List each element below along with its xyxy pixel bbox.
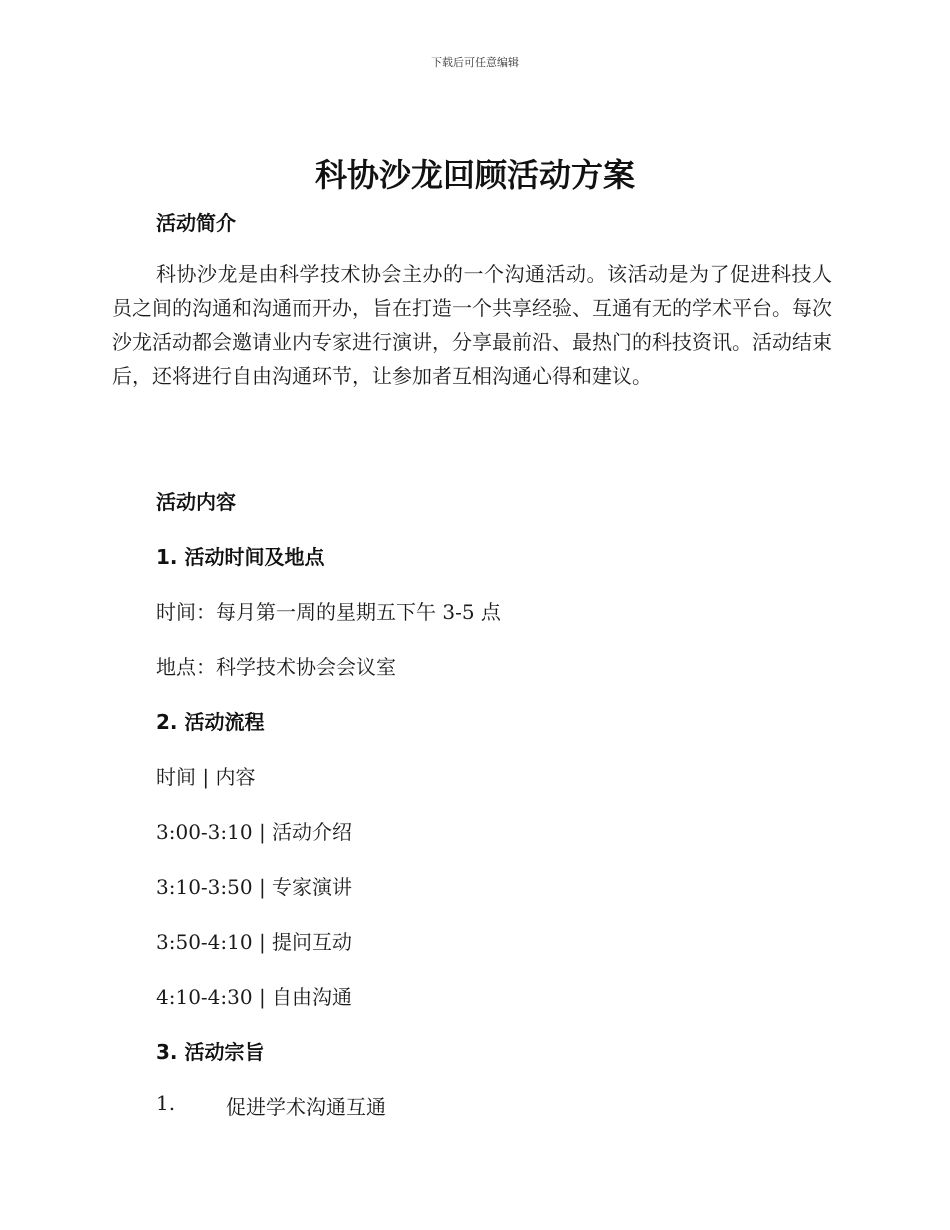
subheading-time-place: 1. 活动时间及地点 [156, 545, 325, 569]
flow-header-row: 时间 | 内容 [156, 765, 256, 789]
flow-row: 3:00-3:10 | 活动介绍 [156, 820, 353, 844]
list-item [156, 1091, 386, 1120]
page-header-note: 下载后可任意编辑 [431, 56, 519, 69]
list-item-number: 1. [156, 1091, 176, 1115]
subheading-flow: 2. 活动流程 [156, 710, 265, 734]
flow-row: 4:10-4:30 | 自由沟通 [156, 985, 353, 1009]
flow-row: 3:50-4:10 | 提问互动 [156, 930, 353, 954]
subheading-purpose: 3. 活动宗旨 [156, 1040, 265, 1064]
list-item-text: 促进学术沟通互通 [226, 1095, 386, 1119]
document-title: 科协沙龙回顾活动方案 [314, 156, 635, 194]
flow-row: 3:10-3:50 | 专家演讲 [156, 875, 353, 899]
place-line: 地点：科学技术协会会议室 [156, 655, 396, 679]
section-heading-content: 活动内容 [156, 490, 236, 514]
section-heading-intro: 活动简介 [156, 211, 236, 235]
intro-paragraph: 科协沙龙是由科学技术协会主办的一个沟通活动。该活动是为了促进科技人员之间的沟通和沟通而开办，旨在打造一个共享经验、互通有无的学术平台。每次沙龙活动都会邀请业内专家进行演讲，分享最前沿、最热门的科技资讯。活动结束后，还将进行自由沟通环节，让参加者互相沟通心得和建议。 [112, 262, 832, 388]
time-line: 时间：每月第一周的星期五下午 3-5 点 [156, 600, 501, 624]
